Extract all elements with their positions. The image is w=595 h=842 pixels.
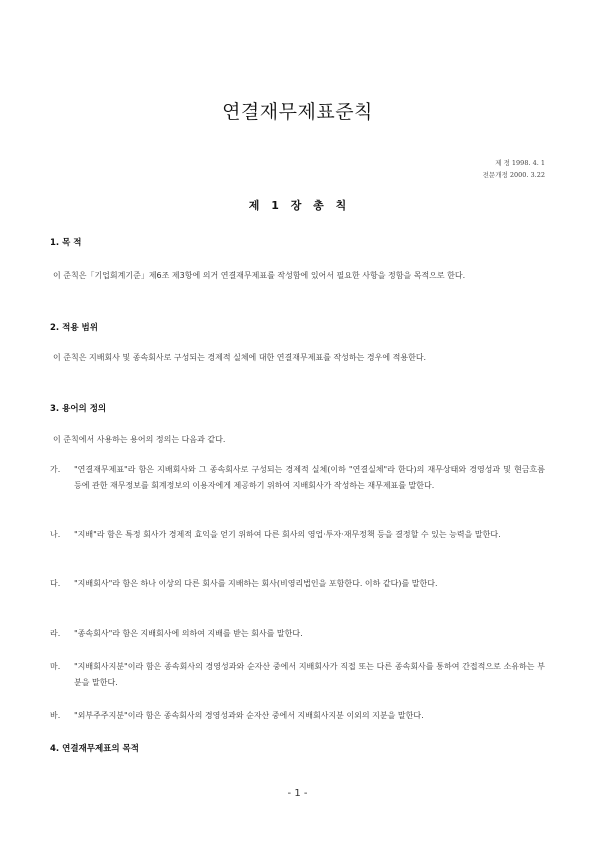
section-heading: 1. 목 적: [50, 238, 82, 248]
definition-item: [50, 527, 545, 543]
item-marker: 가.: [50, 465, 61, 474]
item-text: "연결재무제표"라 함은 지배회사와 그 종속회사로 구성되는 경제적 실체(이하 "연결실체"라 한다)의 재무상태와 경영성과 및 현금흐름 등에 관한 재무정보를 회계정보의 이용자에게 제공하기 위하여 지배회사가 작성하는 재무제표를 말한다.: [74, 465, 545, 490]
section-scope-body: [50, 350, 545, 366]
item-marker: 라.: [50, 629, 61, 638]
item-text: "종속회사"라 함은 지배회사에 의하여 지배를 받는 회사를 말한다.: [74, 629, 303, 638]
section-purpose-body: [50, 268, 545, 284]
section-paragraph: 이 준칙은「기업회계기준」제6조 제3항에 의거 연결재무제표를 작성함에 있어서 필요한 사항을 정함을 목적으로 한다.: [53, 271, 466, 280]
section-heading: 3. 용어의 정의: [50, 404, 107, 414]
definition-item: [50, 576, 545, 592]
section-paragraph: 이 준칙은 지배회사 및 종속회사로 구성되는 경제적 실체에 대한 연결재무제표를 작성하는 경우에 적용한다.: [53, 353, 427, 362]
revision-date: 전문개정 2000. 3.22: [482, 171, 545, 179]
section-objectives: [50, 742, 545, 754]
item-marker: 바.: [50, 711, 61, 720]
chapter-heading: 제 1 장 총 칙: [248, 199, 347, 212]
item-text: "지배회사"라 함은 하나 이상의 다른 회사를 지배하는 회사(비영리법인을 포함한다. 이하 같다)를 말한다.: [74, 579, 438, 588]
definition-item: [50, 708, 545, 724]
item-text: "지배회사지분"이라 함은 종속회사의 경영성과와 순자산 중에서 지배회사가 직접 또는 다른 종속회사를 통하여 간접적으로 소유하는 부분을 말한다.: [74, 662, 545, 687]
section-heading: 2. 적용 범위: [50, 323, 98, 333]
item-text: "지배"라 함은 특정 회사가 경제적 효익을 얻기 위하여 다른 회사의 영업·투자·재무정책 등을 결정할 수 있는 능력을 말한다.: [74, 530, 501, 539]
section-paragraph: 이 준칙에서 사용하는 용어의 정의는 다음과 같다.: [53, 435, 226, 444]
definition-item: [50, 626, 545, 642]
section-purpose: [50, 236, 545, 248]
enactment-info: [483, 157, 545, 181]
section-scope: [50, 321, 545, 333]
section-definitions: [50, 402, 545, 414]
definitions-intro: [50, 432, 545, 448]
section-heading: 4. 연결재무제표의 목적: [50, 744, 139, 754]
page-number: - 1 -: [287, 788, 308, 799]
definition-item: [50, 659, 545, 691]
item-marker: 나.: [50, 530, 61, 539]
item-marker: 다.: [50, 579, 61, 588]
item-marker: 마.: [50, 662, 61, 671]
definition-item: [50, 462, 545, 494]
document-title: 연결재무제표준칙: [222, 101, 373, 123]
enactment-date: 제 정 1998. 4. 1: [495, 159, 545, 167]
item-text: "외부주주지분"이라 함은 종속회사의 경영성과와 순자산 중에서 지배회사지분 이외의 지분을 말한다.: [74, 711, 424, 720]
